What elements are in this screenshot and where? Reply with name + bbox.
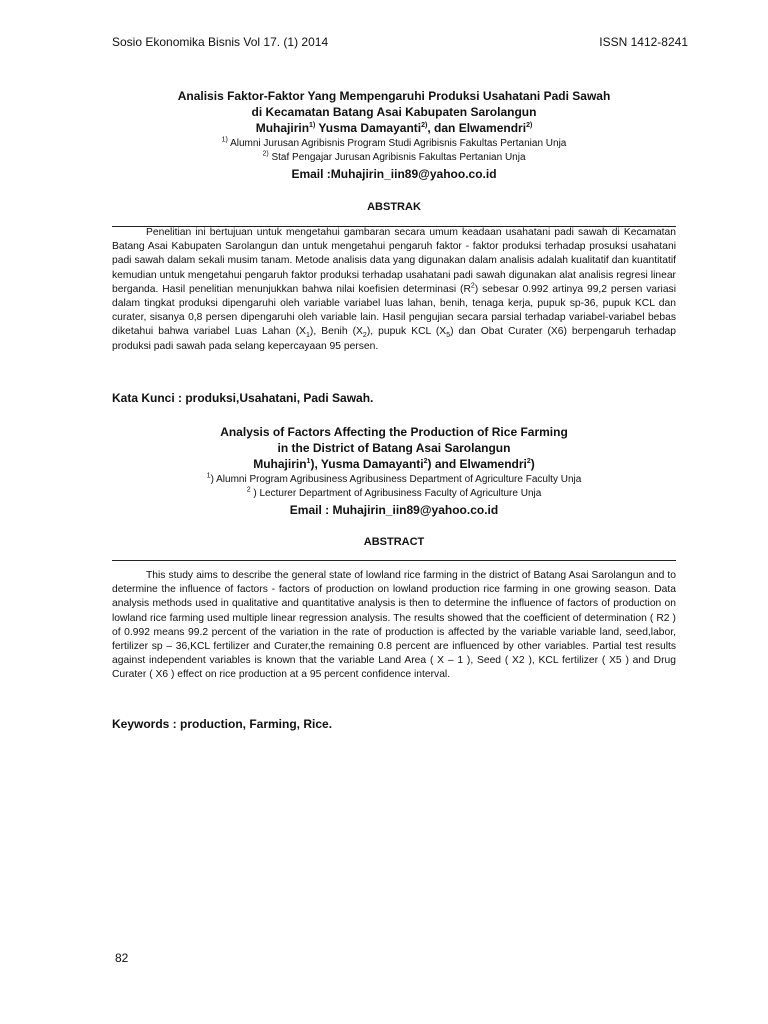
title-line-2: di Kecamatan Batang Asai Kabupaten Sarolangun [251, 105, 537, 119]
divider-abstract [112, 560, 676, 561]
affiliation-2-indonesian: $^{2)}$ Staf Pengajar Jurusan Agribisnis Fakultas Pertanian Unja [262, 150, 526, 163]
journal-name: Sosio Ekonomika Bisnis Vol 17. (1) 2014 [112, 35, 329, 49]
title-line-1: Analysis of Factors Affecting the Production of Rice Farming [220, 425, 568, 439]
keywords: Keywords : production, Farming, Rice. [112, 717, 333, 731]
abstract-body: This study aims to describe the general state of lowland rice farming in the district of Batang Asai Sarolangun and to determine the influence of factors - factors of production on lowland production rice farming in one growing season. Data analysis methods used in qualitative and quantitative analysis is then to determine the influence of factors of production on lowland rice farming used multiple linear regression analysis. The results showed that the coefficient of determination ( R2 ) of 0.992 means 99.2 percent of the variation in the rate of production is affected by the variable variable land, seed,labor, fertilizer sp – 36,KCL fertilizer and Curater,the remaining 0.8 percent are influenced by other variables. Partial test results against independent variables is known that the variable Land Area ( X – 1 ), Seed ( X2 ), KCL fertilizer ( X5 ) and Drug Curater ( X6 ) effect on rice production at a 95 percent confidence interval. [112, 570, 676, 681]
affiliation-1-indonesian: $^{1)}$ Alumni Jurusan Agribisnis Program Studi Agribisnis Fakultas Pertanian Unja [221, 136, 567, 149]
affiliation-1-english: $^1$) Alumni Program Agribusiness Agribusiness Department of Agriculture Faculty Unja [206, 472, 582, 485]
authors-english: Muhajirin$^1$), Yusma Damayanti$^2$) and Elwamendri$^2$) [253, 457, 535, 471]
abstrak-heading: ABSTRAK [367, 201, 421, 213]
kata-kunci: Kata Kunci : produksi,Usahatani, Padi Sawah. [112, 391, 374, 405]
abstrak-body: Penelitian ini bertujuan untuk mengetahui gambaran secara umum keadaan usahatani padi sawah di Kecamatan Batang Asai Kabupaten Sarolangun dan untuk mengetahui pengaruh faktor - faktor produksi terhadap prosuksi usahatani padi sawah dalam sekali musim tanam. Metode analisis data yang digunakan dalam analisis adalah kualitatif dan kuantitatif kemudian untuk mengetahui pengaruh faktor produksi terhadap usahatani padi sawah digunakan alat analisis regresi linear berganda. Hasil penelitian menunjukkan bahwa nilai koefisien determinasi $(R^2)$ sebesar 0.992 artinya 99,2 persen variasi dalam tingkat produksi dipengaruhi oleh variable variabel luas lahan, benih, tenaga kerja, pupuk sp-36, pupuk KCL dan curater, sisanya 0,8 persen dipengaruhi oleh variable lain. Hasil pengujian secara parsial terhadap variabel-variabel bebas diketahui bahwa variabel Luas Lahan $(X_1)$, Benih $(X_2)$, pupuk KCL $(X_5)$ dan Obat Curater (X6) berpengaruh terhadap produksi padi sawah pada selang kepercayaan 95 persen. [112, 227, 677, 352]
abstract-heading: ABSTRACT [363, 536, 425, 548]
affiliation-2-english: $^2$ ) Lecturer Department of Agribusiness Faculty of Agriculture Unja [246, 486, 542, 499]
authors-indonesian: Muhajirin$^{1)}$ Yusma Damayanti$^{2)}$, dan Elwamendri$^{2)}$ [255, 121, 533, 135]
title-indonesian [112, 88, 676, 120]
title-english [112, 424, 676, 456]
title-line-1: Analisis Faktor-Faktor Yang Mempengaruhi Produksi Usahatani Padi Sawah [177, 89, 611, 103]
title-line-2: in the District of Batang Asai Sarolangun [277, 441, 511, 455]
email-indonesian: Email :Muhajirin_iin89@yahoo.co.id [291, 167, 497, 181]
issn: ISSN 1412-8241 [599, 35, 688, 49]
email-english: Email : Muhajirin_iin89@yahoo.co.id [289, 503, 499, 517]
running-header [112, 35, 688, 49]
page-number: 82 [115, 951, 129, 965]
